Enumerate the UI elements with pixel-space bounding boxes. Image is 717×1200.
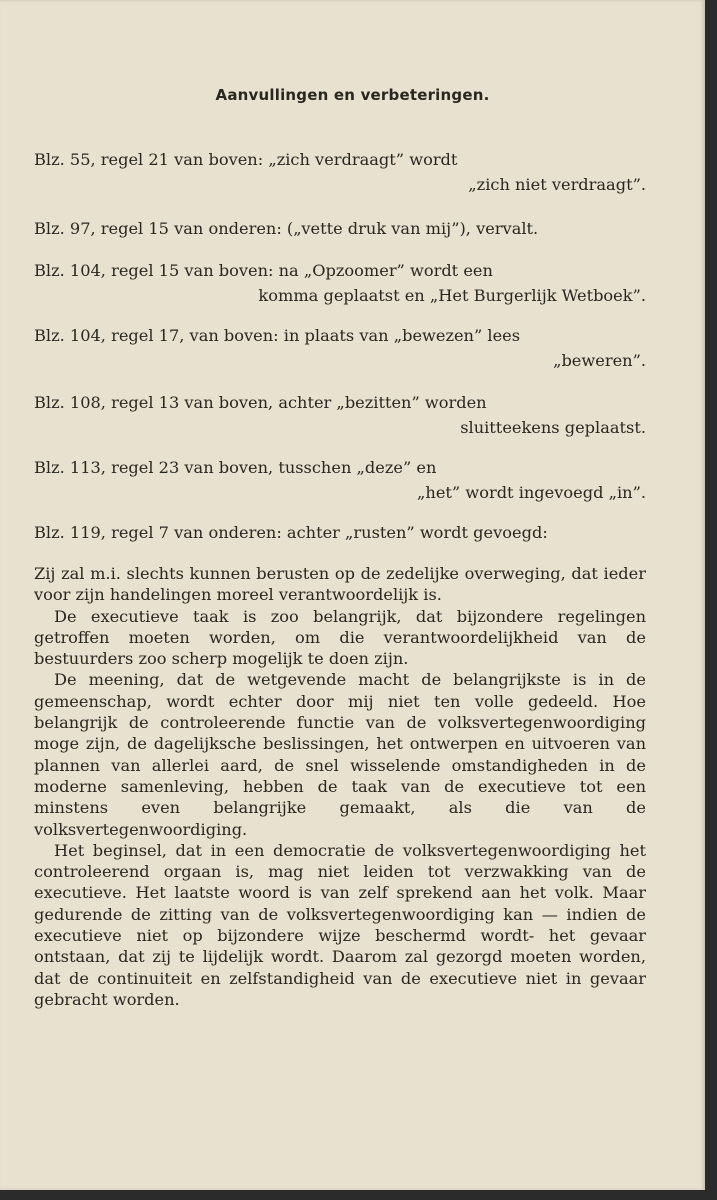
paragraph: Het beginsel, dat in een democratie de volksvertegenwoordiging het controleerend orgaan is, mag niet leiden tot verzwakking van de executieve. Het laatste woord is van zelf sprekend aan het volk. Maar gedurende de zitting van de volksvertegenwoordiging kan — indien de executieve niet op bijzondere wijze beschermd wordt- het gevaar ontstaan, dat zij te lijdelijk wordt. Daarom zal gezorgd moeten worden, dat de continuiteit en zelfstandigheid van de executieve niet in gevaar gebracht worden. — [34, 840, 646, 1009]
erratum-entry — [34, 323, 646, 373]
erratum-continuation: komma geplaatst en „Het Burgerlijk Wetboek”. — [258, 286, 646, 305]
erratum-continuation: „zich niet verdraagt”. — [468, 175, 646, 194]
erratum-line: Blz. 55, regel 21 van boven: „zich verdraagt” wordt — [34, 150, 458, 169]
paragraph: De executieve taak is zoo belangrijk, dat bijzondere regelingen getroffen moeten worden, om die verantwoordelijkheid van de bestuurders zoo scherp mogelijk te doen zijn. — [34, 606, 646, 669]
erratum-line: Blz. 97, regel 15 van onderen: („vette druk van mij”), vervalt. — [34, 219, 539, 238]
erratum-continuation: sluitteekens geplaatst. — [460, 418, 646, 437]
erratum-continuation: „beweren”. — [553, 351, 646, 370]
body-text — [34, 563, 646, 1010]
erratum-line: Blz. 113, regel 23 van boven, tusschen „deze” en — [34, 458, 437, 477]
erratum-entry — [34, 216, 646, 241]
paragraph: Zij zal m.i. slechts kunnen berusten op de zedelijke overweging, dat ieder voor zijn handelingen moreel verantwoordelijk is. — [34, 564, 646, 605]
erratum-line: Blz. 104, regel 15 van boven: na „Opzoomer” wordt een — [34, 261, 493, 280]
paragraph: De meening, dat de wetgevende macht de belangrijkste is in de gemeenschap, wordt echter door mij niet ten volle gedeeld. Hoe belangrijk de controleerende functie van de volksvertegenwoordiging moge zijn, de dagelijksche beslissingen, het ontwerpen en uitvoeren van plannen van allerlei aard, de snel wisselende omstandigheden in de moderne samenleving, hebben de taak van de executieve tot een minstens even belangrijke gemaakt, als die van de volksvertegenwoordiging. — [34, 670, 646, 839]
erratum-entry — [34, 258, 646, 308]
erratum-line: Blz. 104, regel 17, van boven: in plaats van „bewezen” lees — [34, 326, 521, 345]
erratum-entry — [34, 520, 646, 545]
erratum-line: Blz. 108, regel 13 van boven, achter „bezitten” worden — [34, 393, 487, 412]
erratum-entry — [34, 390, 646, 440]
erratum-entry — [34, 147, 646, 197]
erratum-entry — [34, 455, 646, 505]
erratum-continuation: „het” wordt ingevoegd „in”. — [417, 483, 646, 502]
page-title: Aanvullingen en verbeteringen. — [215, 86, 490, 104]
erratum-line: Blz. 119, regel 7 van onderen: achter „rusten” wordt gevoegd: — [34, 523, 548, 542]
